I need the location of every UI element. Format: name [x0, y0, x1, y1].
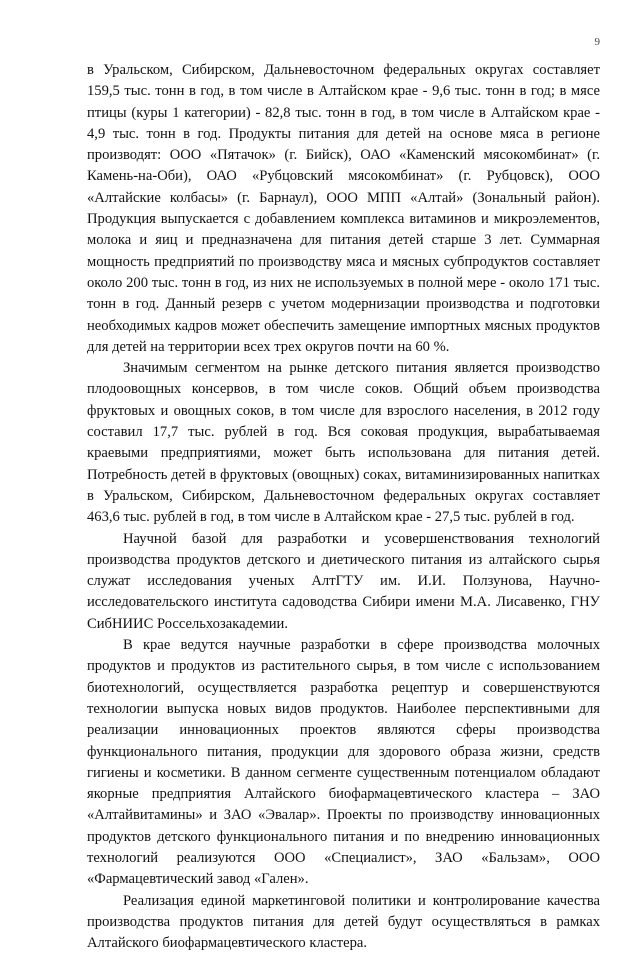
paragraph-juice-segment: Значимым сегментом на рынке детского питания является производство плодоовощных консервов, в том числе соков. Общий объем производства фруктовых и овощных соков, в том числе для взрослого населения, в 2012 году составил 17,7 тыс. рублей в год. Вся соковая продукция, вырабатываемая краевыми предприятиями, может быть использована для питания детей. Потребность детей в фруктовых (овощных) соках, витаминизированных напитках в Уральском, Сибирском, Дальневосточном федеральных округах составляет 463,6 тыс. рублей в год, в том числе в Алтайском крае - 27,5 тыс. рублей в год. [87, 360, 600, 526]
paragraph-continuation-meat: в Уральском, Сибирском, Дальневосточном федеральных округах составляет 159,5 тыс. тонн в год, в том числе в Алтайском крае - 9,6 тыс. тонн в год; в мясе птицы (куры 1 категории) - 82,8 тыс. тонн в год, в том числе в Алтайском крае - 4,9 тыс. тонн в год. Продукты питания для детей на основе мяса в регионе производят: ООО «Пятачок» (г. Бийск), ОАО «Каменский мясокомбинат» (г. Камень-на-Оби), ОАО «Рубцовский мясокомбинат» (г. Рубцовск), ООО «Алтайские колбасы» (г. Барнаул), ООО МПП «Алтай» (Зональный район). Продукция выпускается с добавлением комплекса витаминов и микроэлементов, молока и яиц и предназначена для питания детей старше 3 лет. Суммарная мощность предприятий по производству мяса и мясных субпродуктов составляет около 200 тыс. тонн в год, из них не используемых в полной мере - около 171 тыс. тонн в год. Данный резерв с учетом модернизации производства и подготовки необходимых кадров может обеспечить замещение импортных мясных продуктов для детей на территории всех трех округов почти на 60 %. [87, 62, 600, 355]
document-body [87, 60, 600, 954]
paragraph-scientific-base: Научной базой для разработки и усовершенствования технологий производства продуктов детского и диетического питания из алтайского сырья служат исследования ученых АлтГТУ им. И.И. Ползунова, Научно-исследовательского института садоводства Сибири имени М.А. Лисавенко, ГНУ СибНИИС Россельхозакадемии. [87, 530, 600, 632]
paragraph-research-development: В крае ведутся научные разработки в сфере производства молочных продуктов и продуктов из растительного сырья, в том числе с использованием биотехнологий, осуществляется разработка рецептур и совершенствуются технологии выпуска новых видов продуктов. Наиболее перспективными для реализации инновационных проектов являются сферы производства функционального питания, продукции для здорового образа жизни, средств гигиены и косметики. В данном сегменте существенным потенциалом обладают якорные предприятия Алтайского биофармацевтического кластера – ЗАО «Алтайвитамины» и ЗАО «Эвалар». Проекты по производству инновационных продуктов детского функционального питания и по внедрению инновационных технологий реализуются ООО «Специалист», ЗАО «Бальзам», ООО «Фармацевтический завод «Гален». [87, 637, 600, 888]
paragraph-marketing-policy: Реализация единой маркетинговой политики и контролирование качества производства продуктов питания для детей будут осуществляться в рамках Алтайского биофармацевтического кластера. [87, 892, 600, 952]
page-number: 9 [594, 36, 600, 48]
